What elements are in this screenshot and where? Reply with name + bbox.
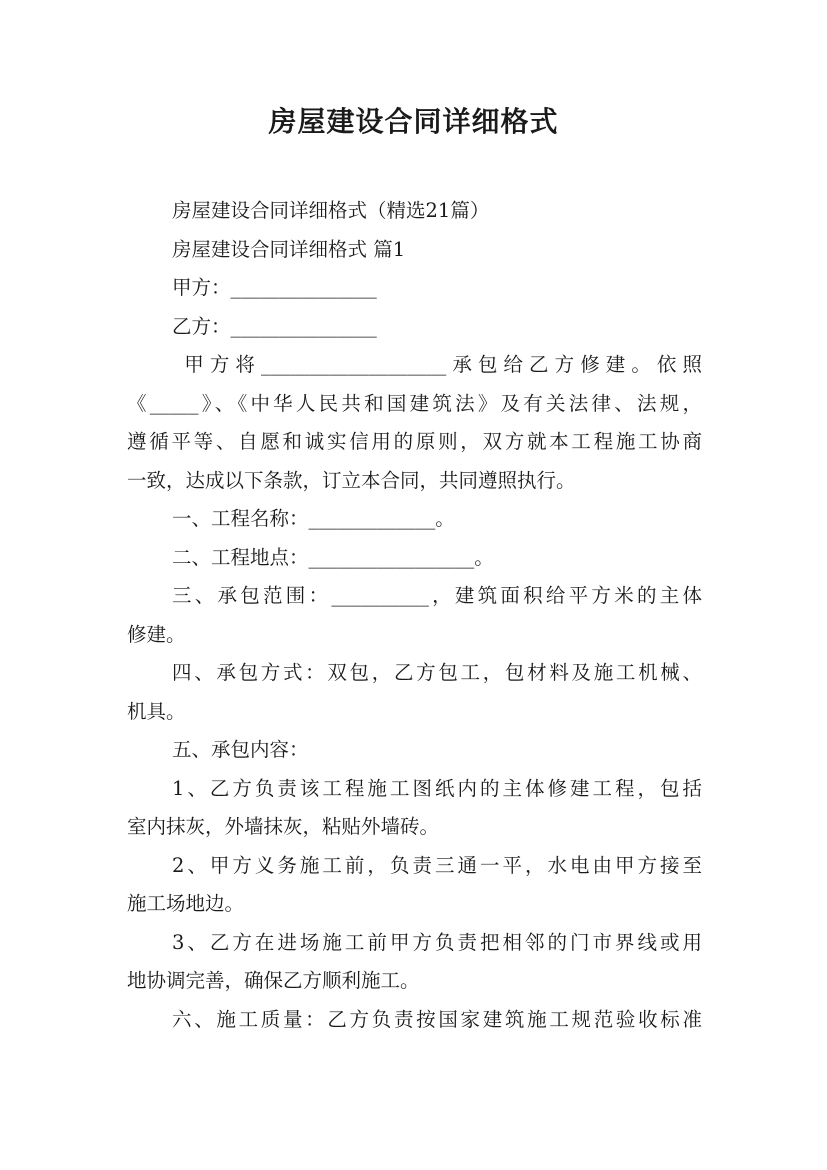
paragraph-line: 机具。 <box>127 699 186 723</box>
paragraph-line: 五、承包内容： <box>172 738 309 761</box>
paragraph-line: 1、乙方负责该工程施工图纸内的主体修建工程，包括 <box>172 776 702 800</box>
paragraph-line: 甲方：_______________ <box>172 276 377 299</box>
paragraph-line: 《_____》、《中华人民共和国建筑法》及有关法律、法规， <box>127 391 702 415</box>
paragraph-line: 3、乙方在进场施工前甲方负责把相邻的门市界线或用 <box>172 930 702 954</box>
paragraph-line: 室内抹灰，外墙抹灰，粘贴外墙砖。 <box>127 815 440 838</box>
paragraph-line: 乙方：_______________ <box>172 314 377 338</box>
paragraph-line: 甲方将___________________承包给乙方修建。依照 <box>172 353 702 376</box>
paragraph-line: 修建。 <box>127 622 186 646</box>
paragraph-line: 施工场地边。 <box>127 892 245 915</box>
paragraph-line: 一致，达成以下条款，订立本合同，共同遵照执行。 <box>127 468 576 492</box>
document-body <box>127 192 702 1039</box>
paragraph-line: 房屋建设合同详细格式（精选21篇） <box>172 199 490 222</box>
paragraph-line: 三、承包范围：__________，建筑面积给平方米的主体 <box>172 584 702 607</box>
document-title: 房屋建设合同详细格式 <box>268 105 559 138</box>
paragraph-line: 四、承包方式：双包，乙方包工，包材料及施工机械、 <box>172 661 702 684</box>
paragraph-line: 二、工程地点：_________________。 <box>172 545 494 569</box>
paragraph-line: 遵循平等、自愿和诚实信用的原则，双方就本工程施工协商 <box>127 430 702 453</box>
paragraph-line: 地协调完善，确保乙方顺利施工。 <box>127 969 420 992</box>
paragraph-line: 一、工程名称：_____________。 <box>172 507 455 530</box>
paragraph-line: 2、甲方义务施工前，负责三通一平，水电由甲方接至 <box>172 853 702 877</box>
paragraph-line: 六、施工质量：乙方负责按国家建筑施工规范验收标准 <box>172 1007 702 1031</box>
paragraph-line: 房屋建设合同详细格式 篇1 <box>172 237 406 261</box>
